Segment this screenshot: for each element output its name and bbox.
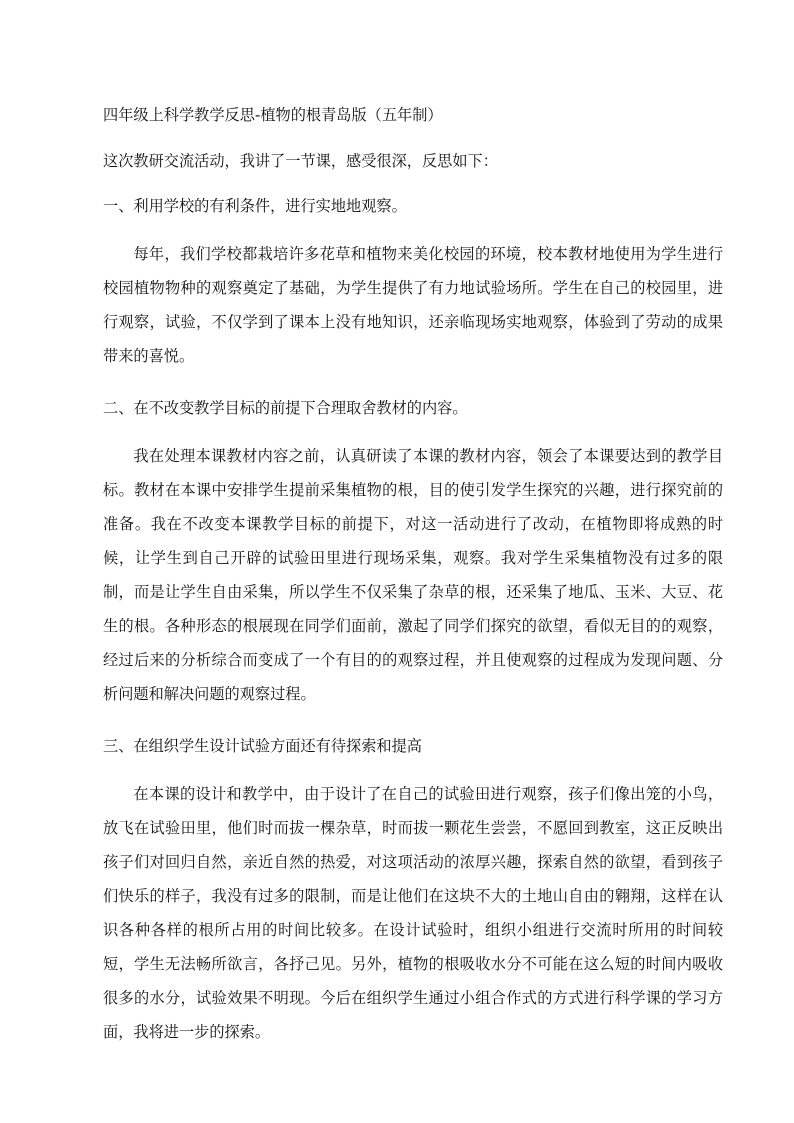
section-paragraph-1: 每年，我们学校都栽培许多花草和植物来美化校园的环境，校本教材地使用为学生进行校园植物物种的观察奠定了基础，为学生提供了有力地试验场所。学生在自己的校园里，进行观察，试验，不仅学到了课本上没有地知识，还亲临现场实地观察，体验到了劳动的成果带来的喜悦。 xyxy=(103,245,723,365)
section-paragraph-2: 我在处理本课教材内容之前，认真研读了本课的教材内容，领会了本课要达到的教学目标。教材在本课中安排学生提前采集植物的根，目的使引发学生探究的兴趣，进行探究前的准备。我在不改变本课教学目标的前提下，对这一活动进行了改动，在植物即将成熟的时候，让学生到自己开辟的试验田里进行现场采集，观察。我对学生采集植物没有过多的限制，而是让学生自由采集，所以学生不仅采集了杂草的根，还采集了地瓜、玉米、大豆、花生的根。各种形态的根展现在同学们面前，激起了同学们探究的欲望，看似无目的的观察，经过后来的分析综合而变成了一个有目的的观察过程，并且使观察的过程成为发现问题、分析问题和解决问题的观察过程。 xyxy=(103,447,723,703)
section-heading-3: 三、在组织学生设计试验方面还有待探索和提高 xyxy=(103,737,422,755)
document-content xyxy=(103,98,723,1065)
intro-text: 这次教研交流活动，我讲了一节课，感受很深，反思如下： xyxy=(103,152,498,170)
document-title: 四年级上科学教学反思-植物的根青岛版（五年制） xyxy=(103,106,443,124)
section-heading-2: 二、在不改变教学目标的前提下合理取舍教材的内容。 xyxy=(103,399,468,417)
section-heading-1: 一、利用学校的有利条件，进行实地地观察。 xyxy=(103,197,407,215)
section-paragraph-3: 在本课的设计和教学中，由于设计了在自己的试验田进行观察，孩子们像出笼的小鸟，放飞在试验田里，他们时而拔一棵杂草，时而拔一颗花生尝尝，不愿回到教室，这正反映出孩子们对回归自然，亲近自然的热爱，对这项活动的浓厚兴趣，探索自然的欲望，看到孩子们快乐的样子，我没有过多的限制，而是让他们在这块不大的土地山自由的翱翔，这样在认识各种各样的根所占用的时间比较多。在设计试验时，组织小组进行交流时所用的时间较短，学生无法畅所欲言，各抒己见。另外，植物的根吸收水分不可能在这么短的时间内吸收很多的水分，试验效果不明现。今后在组织学生通过小组合作式的方式进行科学课的学习方面，我将进一步的探索。 xyxy=(103,785,723,1041)
